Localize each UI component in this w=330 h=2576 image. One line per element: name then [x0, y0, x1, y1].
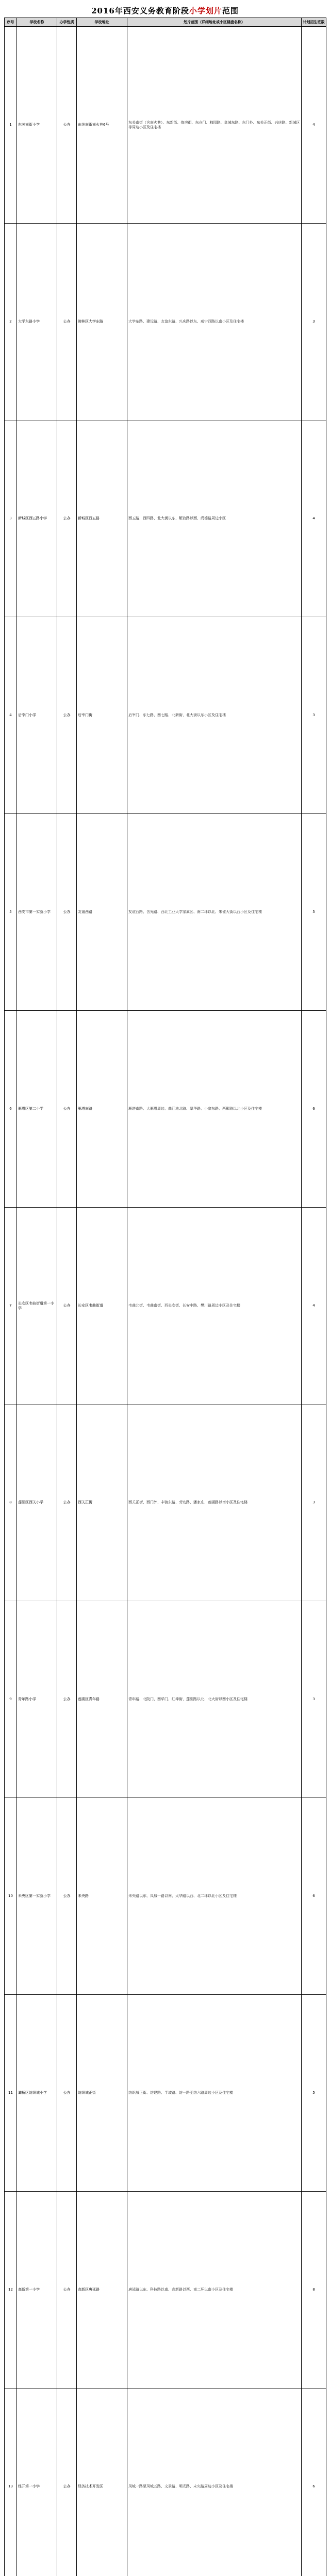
cell-address: 西关正街 [77, 1404, 127, 1601]
cell-school-name: 高新第一小学 [17, 2192, 57, 2388]
header-school-name: 学校名称 [17, 18, 57, 27]
cell-class-count: 3 [302, 1404, 326, 1601]
cell-address: 东关南街南火巷6号 [77, 27, 127, 224]
cell-type: 公办 [57, 1601, 77, 1798]
cell-zone: 青年路、北院门、西华门、红埠街、莲湖路以北、北大街以西小区及住宅楼 [127, 1601, 302, 1798]
cell-index: 12 [5, 2192, 17, 2388]
cell-index: 1 [5, 27, 17, 224]
cell-class-count: 3 [302, 617, 326, 814]
cell-index: 8 [5, 1404, 17, 1601]
table-row [5, 2388, 326, 2576]
cell-school-name: 经开第一小学 [17, 2388, 57, 2576]
cell-address: 雁塔南路 [77, 1011, 127, 1208]
cell-zone: 未央路以东、凤城一路以南、太华路以西、北二环以北小区及住宅楼 [127, 1798, 302, 1995]
cell-index: 2 [5, 224, 17, 420]
cell-school-name: 灞桥区纺织城小学 [17, 1995, 57, 2192]
cell-address: 新城区西五路 [77, 420, 127, 617]
cell-type: 公办 [57, 27, 77, 224]
cell-zone: 唐延路以东、科技路以南、高新路以西、南二环以南小区及住宅楼 [127, 2192, 302, 2388]
page-title [0, 5, 330, 16]
table-row [5, 1995, 326, 2192]
cell-type: 公办 [57, 224, 77, 420]
cell-index: 5 [5, 814, 17, 1011]
cell-type: 公办 [57, 1995, 77, 2192]
cell-class-count: 3 [302, 1601, 326, 1798]
title-suffix: 范围 [222, 6, 239, 15]
cell-zone: 雁塔南路、大雁塔周边、曲江池北路、翠华路、小寨东路、西影路以北小区及住宅楼 [127, 1011, 302, 1208]
cell-type: 公办 [57, 1404, 77, 1601]
table-row [5, 420, 326, 617]
cell-zone: 韦曲北街、韦曲南街、西长安街、长安中路、樊川路周边小区及住宅楼 [127, 1208, 302, 1404]
cell-index: 10 [5, 1798, 17, 1995]
cell-zone: 友谊西路、含光路、西北工业大学家属区、南二环以北、朱雀大街以西小区及住宅楼 [127, 814, 302, 1011]
cell-class-count: 3 [302, 224, 326, 420]
cell-class-count: 8 [302, 2192, 326, 2388]
cell-class-count: 5 [302, 1995, 326, 2192]
cell-address: 经济技术开发区 [77, 2388, 127, 2576]
table-row [5, 1601, 326, 1798]
cell-type: 公办 [57, 617, 77, 814]
header-index: 序号 [5, 18, 17, 27]
cell-address: 友谊西路 [77, 814, 127, 1011]
cell-type: 公办 [57, 1208, 77, 1404]
table-row [5, 224, 326, 420]
cell-school-name: 雁塔区第二小学 [17, 1011, 57, 1208]
cell-school-name: 西安市第一实验小学 [17, 814, 57, 1011]
cell-zone: 东关南街（含南火巷）、东新街、炮房街、东仓门、柿园路、皇城东路、东门外、东关正街、兴庆路、新城区等周边小区及住宅楼 [127, 27, 302, 224]
table-row [5, 1208, 326, 1404]
header-class-count: 计划招生班数 [302, 18, 326, 27]
cell-class-count: 4 [302, 1208, 326, 1404]
table-row [5, 1011, 326, 1208]
cell-zone: 大学东路、建设路、友谊东路、兴庆路以东、咸宁西路以南小区及住宅楼 [127, 224, 302, 420]
cell-class-count: 6 [302, 1798, 326, 1995]
cell-index: 7 [5, 1208, 17, 1404]
cell-school-name: 青年路小学 [17, 1601, 57, 1798]
cell-address: 碑林区大学东路 [77, 224, 127, 420]
title-highlight: 小学划片 [189, 6, 222, 15]
table-row [5, 27, 326, 224]
cell-school-name: 长安区韦曲街道第一小学 [17, 1208, 57, 1404]
table-row [5, 1798, 326, 1995]
cell-index: 13 [5, 2388, 17, 2576]
title-prefix: 2016年西安义务教育阶段 [91, 6, 189, 15]
cell-zone: 后宰门、东七路、西七路、北新街、北大街以东小区及住宅楼 [127, 617, 302, 814]
school-zone-table [4, 18, 326, 2576]
cell-school-name: 新城区西五路小学 [17, 420, 57, 617]
cell-class-count: 4 [302, 420, 326, 617]
cell-type: 公办 [57, 814, 77, 1011]
cell-address: 后宰门街 [77, 617, 127, 814]
cell-zone: 西五路、西四路、北大街以东、解放路以西、尚德路周边小区 [127, 420, 302, 617]
header-address: 学校地址 [77, 18, 127, 27]
cell-type: 公办 [57, 2388, 77, 2576]
cell-school-name: 未央区第一实验小学 [17, 1798, 57, 1995]
cell-school-name: 大学东路小学 [17, 224, 57, 420]
cell-index: 11 [5, 1995, 17, 2192]
cell-class-count: 4 [302, 27, 326, 224]
cell-type: 公办 [57, 420, 77, 617]
header-type: 办学性质 [57, 18, 77, 27]
cell-type: 公办 [57, 1011, 77, 1208]
cell-index: 4 [5, 617, 17, 814]
table-header-row [5, 18, 326, 27]
cell-zone: 纺织城正街、纺建路、半坡路、纺一路至纺六路周边小区及住宅楼 [127, 1995, 302, 2192]
cell-address: 纺织城正街 [77, 1995, 127, 2192]
cell-index: 9 [5, 1601, 17, 1798]
cell-class-count: 6 [302, 2388, 326, 2576]
cell-address: 未央路 [77, 1798, 127, 1995]
cell-address: 长安区韦曲街道 [77, 1208, 127, 1404]
cell-address: 高新区唐延路 [77, 2192, 127, 2388]
cell-type: 公办 [57, 2192, 77, 2388]
cell-zone: 西关正街、西门外、丰镐东路、劳动路、潘家庄、莲湖路以南小区及住宅楼 [127, 1404, 302, 1601]
cell-class-count: 6 [302, 1011, 326, 1208]
table-row [5, 814, 326, 1011]
cell-school-name: 东关南街小学 [17, 27, 57, 224]
cell-zone: 凤城一路至凤城五路、文景路、明光路、未央路周边小区及住宅楼 [127, 2388, 302, 2576]
cell-type: 公办 [57, 1798, 77, 1995]
cell-school-name: 莲湖区西关小学 [17, 1404, 57, 1601]
table-row [5, 617, 326, 814]
table-row [5, 1404, 326, 1601]
cell-school-name: 后宰门小学 [17, 617, 57, 814]
cell-address: 莲湖区青年路 [77, 1601, 127, 1798]
cell-index: 6 [5, 1011, 17, 1208]
cell-index: 3 [5, 420, 17, 617]
cell-class-count: 5 [302, 814, 326, 1011]
table-row [5, 2192, 326, 2388]
header-zone: 划片范围（详细地址或小区楼盘名称） [127, 18, 302, 27]
